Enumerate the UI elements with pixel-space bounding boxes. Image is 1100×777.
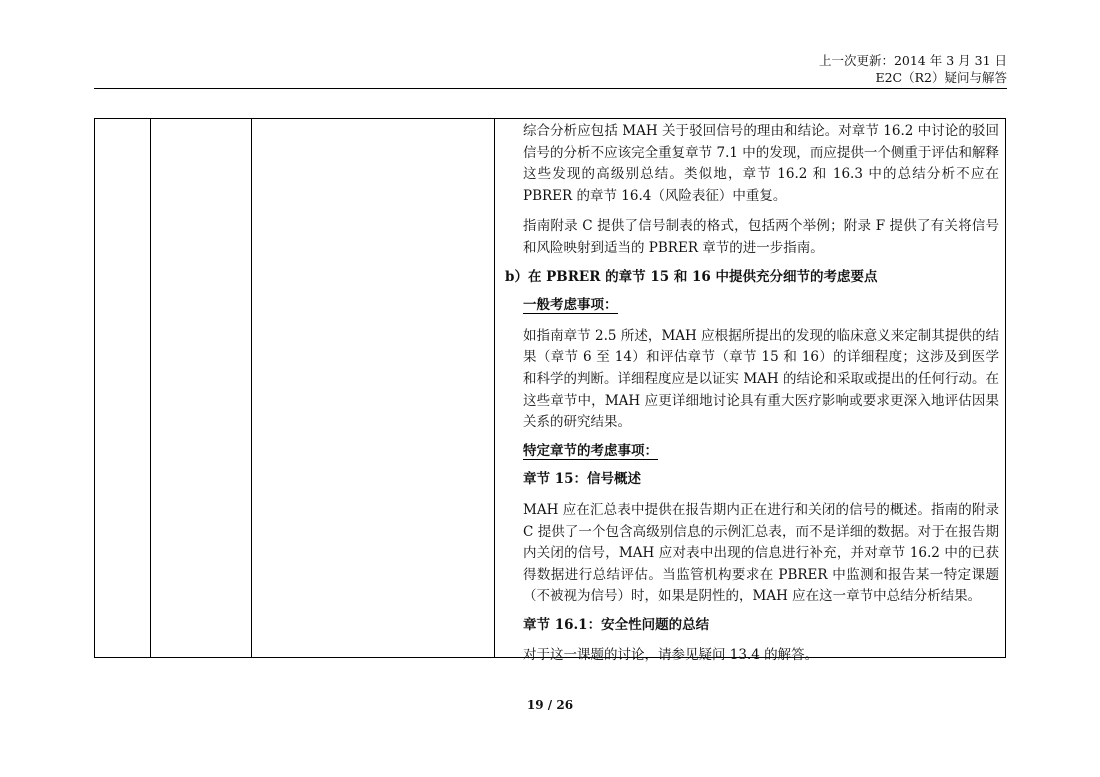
answer-cell (499, 121, 999, 667)
section-16-1-heading: 章节 16.1：安全性问题的总结 (523, 616, 710, 633)
column-divider-1 (150, 119, 151, 657)
page-number: 19 / 26 (526, 698, 574, 712)
content-table (94, 118, 1006, 664)
paragraph-signal-overview: MAH 应在汇总表中提供在报告期内正在进行和关闭的信号的概述。指南的附录 C 提供了一个包含高级别信息的示例汇总表，而不是详细的数据。对于在报告期内关闭的信号，MAH 应对表中出现的信息进行补充，并对章节 16.2 中的已获得数据进行总结评估。当监管机构要求在 PBRER 中监测和报告某一特定课题（不被视为信号）时，如果是阴性的，MAH 应在这一章节中总结分析结果。 (523, 501, 999, 605)
paragraph-safety-issues-reference: 对于这一课题的讨论，请参见疑问 13.4 的解答。 (523, 647, 819, 664)
section-15-heading: 章节 15：信号概述 (523, 471, 641, 488)
general-considerations-label: 一般考虑事项： (523, 297, 618, 314)
last-updated-text: 上一次更新：2014 年 3 月 31 日 (818, 53, 1007, 68)
paragraph-appendix-reference: 指南附录 C 提供了信号制表的格式，包括两个举例；附录 F 提供了有关将信号和风险映射到适当的 PBRER 章节的进一步指南。 (523, 218, 999, 256)
header-rule (94, 88, 1007, 89)
specific-considerations-label: 特定章节的考虑事项： (523, 442, 658, 459)
column-divider-2 (251, 119, 252, 657)
specific-considerations-heading (499, 441, 999, 463)
document-title-text: E2C（R2）疑问与解答 (875, 70, 1007, 85)
page-header (819, 52, 1007, 86)
column-divider-3 (494, 119, 495, 657)
paragraph-level-of-detail: 如指南章节 2.5 所述，MAH 应根据所提出的发现的临床意义来定制其提供的结果（章节 6 至 14）和评估章节（章节 15 和 16）的详细程度；这涉及到医学和科学的判断。详细程度应是以证实 MAH 的结论和采取或提出的任何行动。在这些章节中，MAH 应更详细地讨论具有重大医疗影响或要求更深入地评估因果关系的研究结果。 (523, 327, 999, 431)
general-considerations-heading (499, 295, 999, 317)
section-heading-b: b）在 PBRER 的章节 15 和 16 中提供充分细节的考虑要点 (505, 268, 878, 285)
paragraph-signal-analysis: 综合分析应包括 MAH 关于驳回信号的理由和结论。对章节 16.2 中讨论的驳回信号的分析不应该完全重复章节 7.1 中的发现，而应提供一个侧重于评估和解释这些发现的高级别总结。类似地，章节 16.2 和 16.3 中的总结分析不应在 PBRER 的章节 16.4（风险表征）中重复。 (523, 123, 999, 204)
